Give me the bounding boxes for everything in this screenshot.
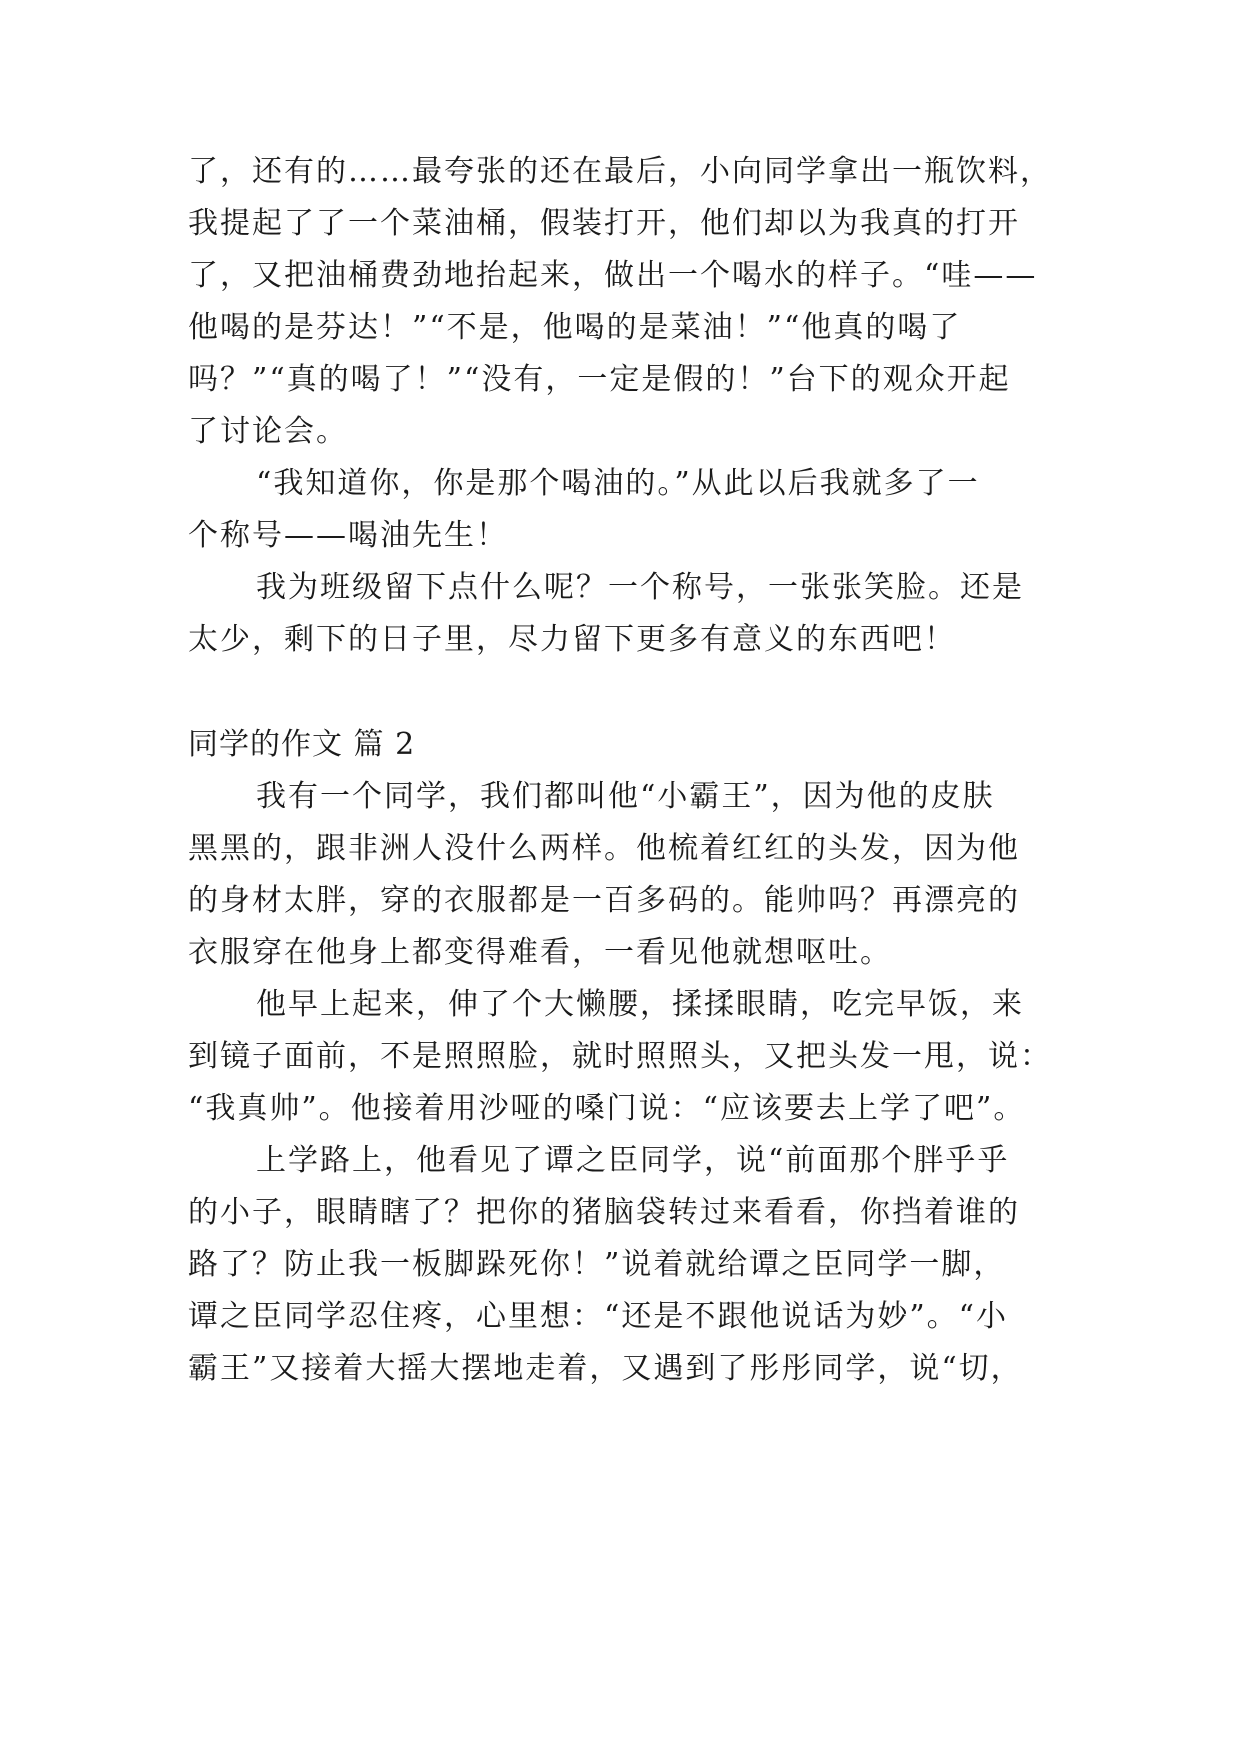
paragraph-line: “我知道你，你是那个喝油的。”从此以后我就多了一	[256, 466, 980, 501]
paragraph-line: 吗？”“真的喝了！”“没有，一定是假的！”台下的观众开起	[188, 362, 1011, 397]
paragraph-line: 了，又把油桶费劲地抬起来，做出一个喝水的样子。“哇——	[188, 258, 1038, 293]
paragraph-line: 太少，剩下的日子里，尽力留下更多有意义的东西吧！	[188, 622, 956, 657]
paragraph-line: 他喝的是芬达！”“不是，他喝的是菜油！”“他真的喝了	[188, 310, 962, 345]
paragraph-line: 霸王”又接着大摇大摆地走着，又遇到了彤彤同学，说“切，	[188, 1351, 1023, 1386]
paragraph-line: 了讨论会。	[188, 414, 348, 449]
section-heading: 同学的作文 篇 2	[188, 727, 416, 762]
paragraph-line: 衣服穿在他身上都变得难看，一看见他就想呕吐。	[188, 935, 892, 970]
paragraph-line: 他早上起来，伸了个大懒腰，揉揉眼睛，吃完早饭，来	[256, 987, 1024, 1022]
paragraph-line: 个称号——喝油先生！	[188, 518, 508, 553]
paragraph-line: 我提起了了一个菜油桶，假装打开，他们却以为我真的打开	[188, 206, 1020, 241]
paragraph-line: 上学路上，他看见了谭之臣同学，说“前面那个胖乎乎	[256, 1143, 1010, 1178]
paragraph-line: 谭之臣同学忍住疼，心里想：“还是不跟他说话为妙”。“小	[188, 1299, 1009, 1334]
paragraph-line: 的小子，眼睛瞎了？把你的猪脑袋转过来看看，你挡着谁的	[188, 1195, 1020, 1230]
paragraph-line: 我为班级留下点什么呢？一个称号，一张张笑脸。还是	[256, 570, 1024, 605]
paragraph-line: 路了？防止我一板脚跺死你！”说着就给谭之臣同学一脚，	[188, 1247, 1006, 1282]
paragraph-line: 黑黑的，跟非洲人没什么两样。他梳着红红的头发，因为他	[188, 831, 1020, 866]
paragraph-line: 的身材太胖，穿的衣服都是一百多码的。能帅吗？再漂亮的	[188, 883, 1020, 918]
paragraph-line: “我真帅”。他接着用沙哑的嗓门说：“应该要去上学了吧”。	[188, 1091, 1026, 1126]
paragraph-line: 我有一个同学，我们都叫他“小霸王”，因为他的皮肤	[256, 779, 995, 814]
paragraph-line: 到镜子面前，不是照照脸，就时照照头，又把头发一甩，说：	[188, 1039, 1052, 1074]
paragraph-line: 了，还有的……最夸张的还在最后，小向同学拿出一瓶饮料，	[188, 154, 1052, 189]
